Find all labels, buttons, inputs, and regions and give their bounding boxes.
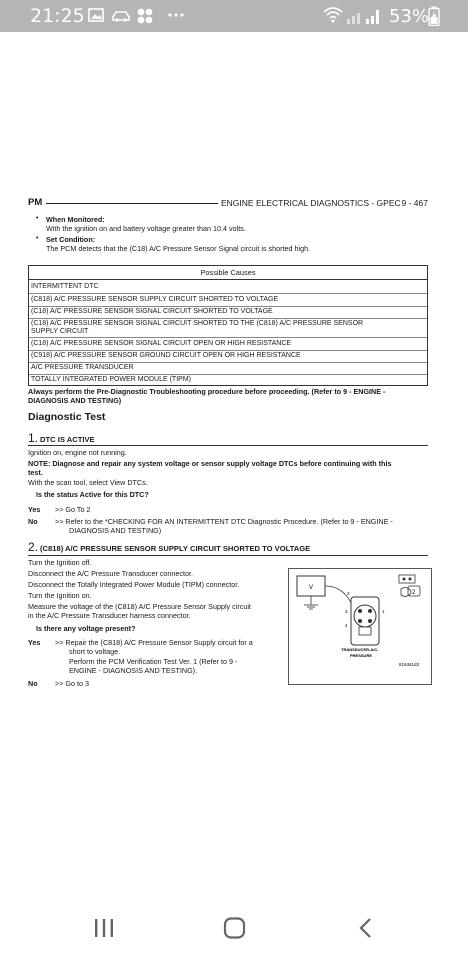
set-condition-text: The PCM detects that the (C18) A/C Pressure Sensor Signal circuit is shorted high. (46, 244, 311, 253)
bullet: • (36, 215, 39, 222)
page-number: 9 - 467 (401, 198, 428, 208)
no-label: No (28, 517, 38, 526)
figure-caption: PRESSURE (350, 653, 373, 658)
step-1-line: Ignition on, engine not running. (28, 448, 127, 457)
page-title: ENGINE ELECTRICAL DIAGNOSTICS - GPEC (221, 198, 401, 208)
step-underline (28, 445, 428, 446)
voltmeter-label: V (309, 585, 314, 591)
battery-percent: 53% (389, 6, 430, 27)
transducer-diagram (289, 569, 431, 684)
set-condition-label: Set Condition: (46, 235, 96, 244)
section-title: Diagnostic Test (28, 411, 106, 423)
pin-label: 4 (345, 623, 348, 628)
pin-label: 1 (382, 609, 385, 614)
yes-label: Yes (28, 638, 41, 647)
cause-row: INTERMITTENT DTC (31, 283, 99, 290)
row-divider (29, 337, 427, 338)
cause-row: (C18) A/C PRESSURE SENSOR SIGNAL CIRCUIT SHORTED TO THE (C818) A/C PRESSURE SENSOR (31, 320, 364, 327)
wiring-figure (288, 568, 432, 685)
step-2-line: Turn the Ignition off. (28, 558, 92, 567)
step-1-note: NOTE: Diagnose and repair any system voltage or sensor supply voltage DTCs before continuing with this (28, 459, 392, 468)
no-action: >> Go to 3 (55, 679, 89, 688)
cause-row: (C818) A/C PRESSURE SENSOR SUPPLY CIRCUIT SHORTED TO VOLTAGE (31, 296, 279, 303)
cause-row: A/C PRESSURE TRANSDUCER (31, 364, 134, 371)
yes-action-cont: ENGINE - DIAGNOSIS AND TESTING). (69, 666, 198, 675)
signal-icon (346, 6, 384, 26)
pre-diag-note: Always perform the Pre-Diagnostic Troubleshooting procedure before proceeding. (Refer to 9 - ENGINE - (28, 387, 386, 396)
page-header (28, 197, 430, 209)
status-bar (0, 0, 468, 32)
pin-label: 2 (347, 591, 350, 596)
callout-number: 2 (412, 590, 416, 596)
yes-label: Yes (28, 505, 41, 514)
step-2-question: Is there any voltage present? (36, 624, 136, 633)
cause-row: (C18) A/C PRESSURE SENSOR SIGNAL CIRCUIT OPEN OR HIGH RESISTANCE (31, 340, 292, 347)
section-code: PM (28, 197, 43, 208)
step-title: (C818) A/C PRESSURE SENSOR SUPPLY CIRCUIT SHORTED TO VOLTAGE (40, 544, 311, 553)
recent-apps-icon[interactable] (92, 916, 116, 940)
step-underline (28, 555, 428, 556)
step-1-note-cont: test. (28, 468, 43, 477)
yes-action: >> Go To 2 (55, 505, 91, 514)
when-monitored-text: With the ignition on and battery voltage greater than 10.4 volts. (46, 224, 246, 233)
no-label: No (28, 679, 38, 688)
step-2-line: Measure the voltage of the (C818) A/C Pressure Sensor Supply circuit (28, 602, 251, 611)
step-2-line: Disconnect the A/C Pressure Transducer connector. (28, 569, 193, 578)
step-2-line: Disconnect the Totally Integrated Power Module (TIPM) connector. (28, 580, 240, 589)
dots-apps-icon (136, 7, 154, 25)
battery-icon (428, 6, 440, 26)
cause-row: TOTALLY INTEGRATED POWER MODULE (TIPM) (31, 376, 191, 383)
back-icon[interactable] (356, 916, 376, 940)
step-1-line: With the scan tool, select View DTCs. (28, 478, 148, 487)
step-2-line: in the A/C Pressure Transducer harness connector. (28, 611, 191, 620)
figure-caption: TRANSDUCER-A/C- (341, 647, 379, 652)
row-divider (29, 293, 427, 294)
connector-plug-icon (399, 575, 415, 583)
more-icon (168, 13, 186, 18)
header-rule (46, 203, 218, 204)
car-icon (111, 7, 131, 23)
step-1-question: Is the status Active for this DTC? (36, 490, 149, 499)
step-number: 1. (28, 431, 39, 445)
cause-row-continued: SUPPLY CIRCUIT (31, 328, 89, 335)
step-title: DTC IS ACTIVE (40, 435, 95, 444)
when-monitored-label: When Monitored: (46, 215, 105, 224)
step-2-line: Turn the Ignition on. (28, 591, 92, 600)
wifi-icon (322, 6, 344, 24)
step-number: 2. (28, 540, 39, 554)
pre-diag-note-cont: DIAGNOSIS AND TESTING) (28, 396, 122, 405)
home-icon[interactable] (222, 916, 248, 940)
possible-causes-table (28, 265, 428, 386)
image-icon (88, 7, 104, 23)
status-time: 21:25 (30, 5, 85, 27)
possible-causes-header: Possible Causes (29, 266, 427, 280)
bullet: • (36, 235, 39, 242)
cause-row: (C918) A/C PRESSURE SENSOR GROUND CIRCUIT OPEN OR HIGH RESISTANCE (31, 352, 301, 359)
no-action-cont: DIAGNOSIS AND TESTING) (69, 526, 162, 535)
pin-label: 3 (345, 609, 348, 614)
no-action: >> Refer to the *CHECKING FOR AN INTERMITTENT DTC Diagnostic Procedure. (Refer to 9 - ENGINE - (55, 517, 393, 526)
step-2-heading (28, 540, 310, 556)
yes-action-cont: short to voltage. (69, 647, 121, 656)
figure-id: 818461d3 (399, 662, 420, 667)
yes-action-cont: Perform the PCM Verification Test Ver. 1 (Refer to 9 - (69, 657, 238, 666)
connector-callout-icon (401, 588, 411, 597)
cause-row: (C18) A/C PRESSURE SENSOR SIGNAL CIRCUIT SHORTED TO VOLTAGE (31, 308, 273, 315)
yes-action: >> Repair the (C818) A/C Pressure Sensor Supply circuit for a (55, 638, 253, 647)
